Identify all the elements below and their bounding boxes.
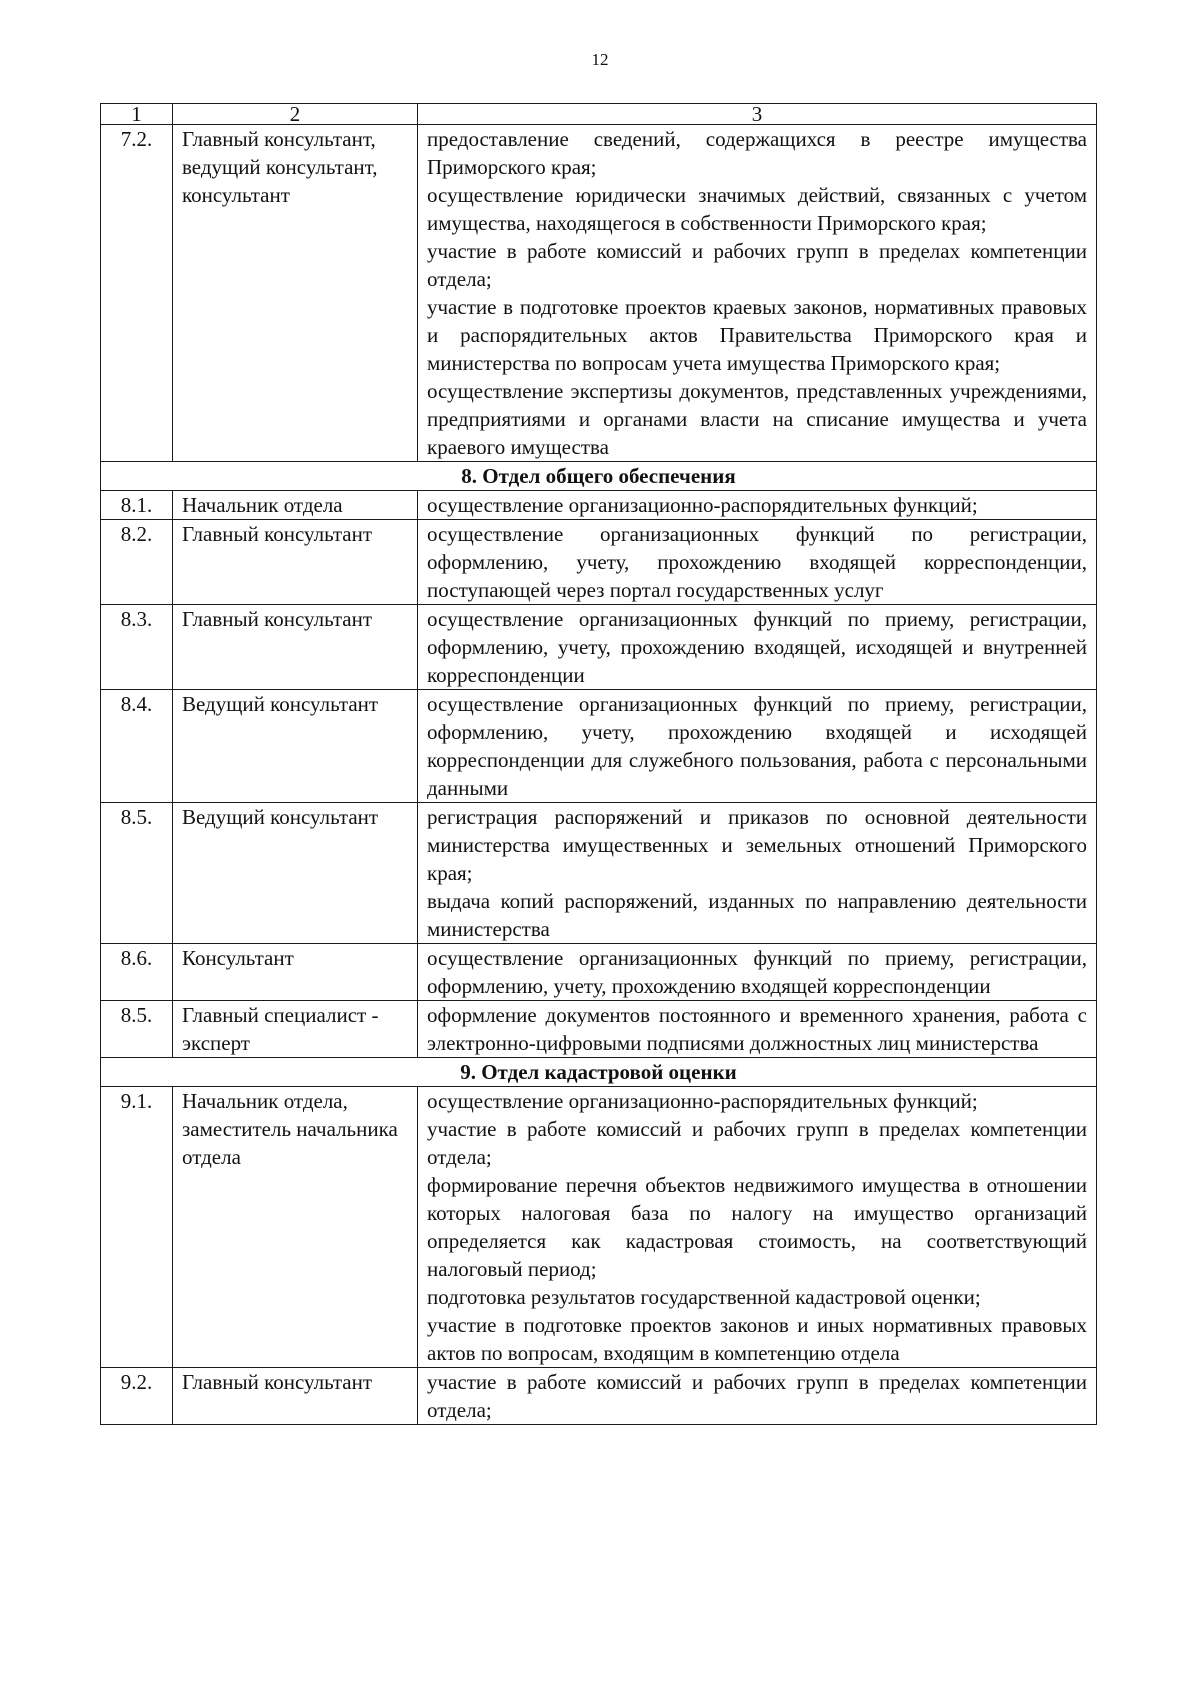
row-number: 8.1. xyxy=(101,491,173,520)
position-title: Главный консультант, ведущий консультант, консультант xyxy=(173,125,418,462)
position-title: Главный консультант xyxy=(173,605,418,690)
section-title: 8. Отдел общего обеспечения xyxy=(101,462,1097,491)
row-number: 8.4. xyxy=(101,690,173,803)
position-title: Главный консультант xyxy=(173,520,418,605)
table-row xyxy=(101,944,1097,1001)
row-number: 8.5. xyxy=(101,803,173,944)
duty-item: подготовка результатов государственной кадастровой оценки; xyxy=(427,1285,981,1309)
duty-item: осуществление организационных функций по приему, регистрации, оформлению, учету, прохождению входящей корреспонденции xyxy=(427,946,1087,998)
duties-cell xyxy=(418,1368,1097,1425)
section-header-row xyxy=(101,462,1097,491)
row-number: 8.3. xyxy=(101,605,173,690)
duty-item: осуществление организационных функций по регистрации, оформлению, учету, прохождению входящей корреспонденции, поступающей через портал государственных услуг xyxy=(427,522,1087,602)
section-header-row xyxy=(101,1058,1097,1087)
row-number: 9.1. xyxy=(101,1087,173,1368)
table-row xyxy=(101,1368,1097,1425)
row-number: 8.6. xyxy=(101,944,173,1001)
duties-cell xyxy=(418,491,1097,520)
duty-item: осуществление экспертизы документов, представленных учреждениями, предприятиями и органами власти на списание имущества и учета краевого имущества xyxy=(427,379,1087,459)
duty-item: осуществление организационно-распорядительных функций; xyxy=(427,1089,978,1113)
table-body xyxy=(101,125,1097,1425)
table-row xyxy=(101,690,1097,803)
position-title: Консультант xyxy=(173,944,418,1001)
row-number: 8.5. xyxy=(101,1001,173,1058)
duty-item: осуществление организационно-распорядительных функций; xyxy=(427,493,978,517)
duty-item: осуществление юридически значимых действий, связанных с учетом имущества, находящегося в собственности Приморского края; xyxy=(427,183,1087,235)
position-title: Начальник отдела xyxy=(173,491,418,520)
duty-item: участие в работе комиссий и рабочих групп в пределах компетенции отдела; xyxy=(427,1370,1087,1422)
page-number: 12 xyxy=(591,50,609,69)
row-number: 7.2. xyxy=(101,125,173,462)
duties-cell xyxy=(418,803,1097,944)
duties-cell xyxy=(418,125,1097,462)
position-title: Ведущий консультант xyxy=(173,803,418,944)
position-title: Главный консультант xyxy=(173,1368,418,1425)
duty-item: выдача копий распоряжений, изданных по направлению деятельности министерства xyxy=(427,889,1087,941)
duty-item: оформление документов постоянного и временного хранения, работа с электронно-цифровыми подписями должностных лиц министерства xyxy=(427,1003,1087,1055)
duties-cell xyxy=(418,1087,1097,1368)
row-number: 8.2. xyxy=(101,520,173,605)
duty-item: участие в работе комиссий и рабочих групп в пределах компетенции отдела; xyxy=(427,1117,1087,1169)
duties-cell xyxy=(418,944,1097,1001)
table-header-row xyxy=(101,104,1097,125)
position-title: Начальник отдела, заместитель начальника отдела xyxy=(173,1087,418,1368)
duty-item: осуществление организационных функций по приему, регистрации, оформлению, учету, прохождению входящей и исходящей корреспонденции для служебного пользования, работа с персональными данными xyxy=(427,692,1087,800)
duty-item: регистрация распоряжений и приказов по основной деятельности министерства имущественных и земельных отношений Приморского края; xyxy=(427,805,1087,885)
duties-cell xyxy=(418,605,1097,690)
duty-item: предоставление сведений, содержащихся в реестре имущества Приморского края; xyxy=(427,127,1087,179)
column-header-duties: 3 xyxy=(418,104,1097,125)
table-row xyxy=(101,605,1097,690)
table-row xyxy=(101,520,1097,605)
duties-cell xyxy=(418,1001,1097,1058)
column-header-position: 2 xyxy=(173,104,418,125)
position-title: Главный специалист - эксперт xyxy=(173,1001,418,1058)
duty-item: участие в работе комиссий и рабочих групп в пределах компетенции отдела; xyxy=(427,239,1087,291)
duties-table xyxy=(100,103,1097,1425)
duties-cell xyxy=(418,520,1097,605)
duty-item: формирование перечня объектов недвижимого имущества в отношении которых налоговая база по налогу на имущество организаций определяется как кадастровая стоимость, на соответствующий налоговый период; xyxy=(427,1173,1087,1281)
duties-cell xyxy=(418,690,1097,803)
table-row xyxy=(101,1001,1097,1058)
duty-item: участие в подготовке проектов законов и иных нормативных правовых актов по вопросам, входящим в компетенцию отдела xyxy=(427,1313,1087,1365)
row-number: 9.2. xyxy=(101,1368,173,1425)
table-row xyxy=(101,803,1097,944)
table-row xyxy=(101,125,1097,462)
column-header-number: 1 xyxy=(101,104,173,125)
duty-item: участие в подготовке проектов краевых законов, нормативных правовых и распорядительных актов Правительства Приморского края и министерства по вопросам учета имущества Приморского края; xyxy=(427,295,1087,375)
section-title: 9. Отдел кадастровой оценки xyxy=(101,1058,1097,1087)
table-row xyxy=(101,491,1097,520)
position-title: Ведущий консультант xyxy=(173,690,418,803)
duty-item: осуществление организационных функций по приему, регистрации, оформлению, учету, прохождению входящей, исходящей и внутренней корреспонденции xyxy=(427,607,1087,687)
table-row xyxy=(101,1087,1097,1368)
